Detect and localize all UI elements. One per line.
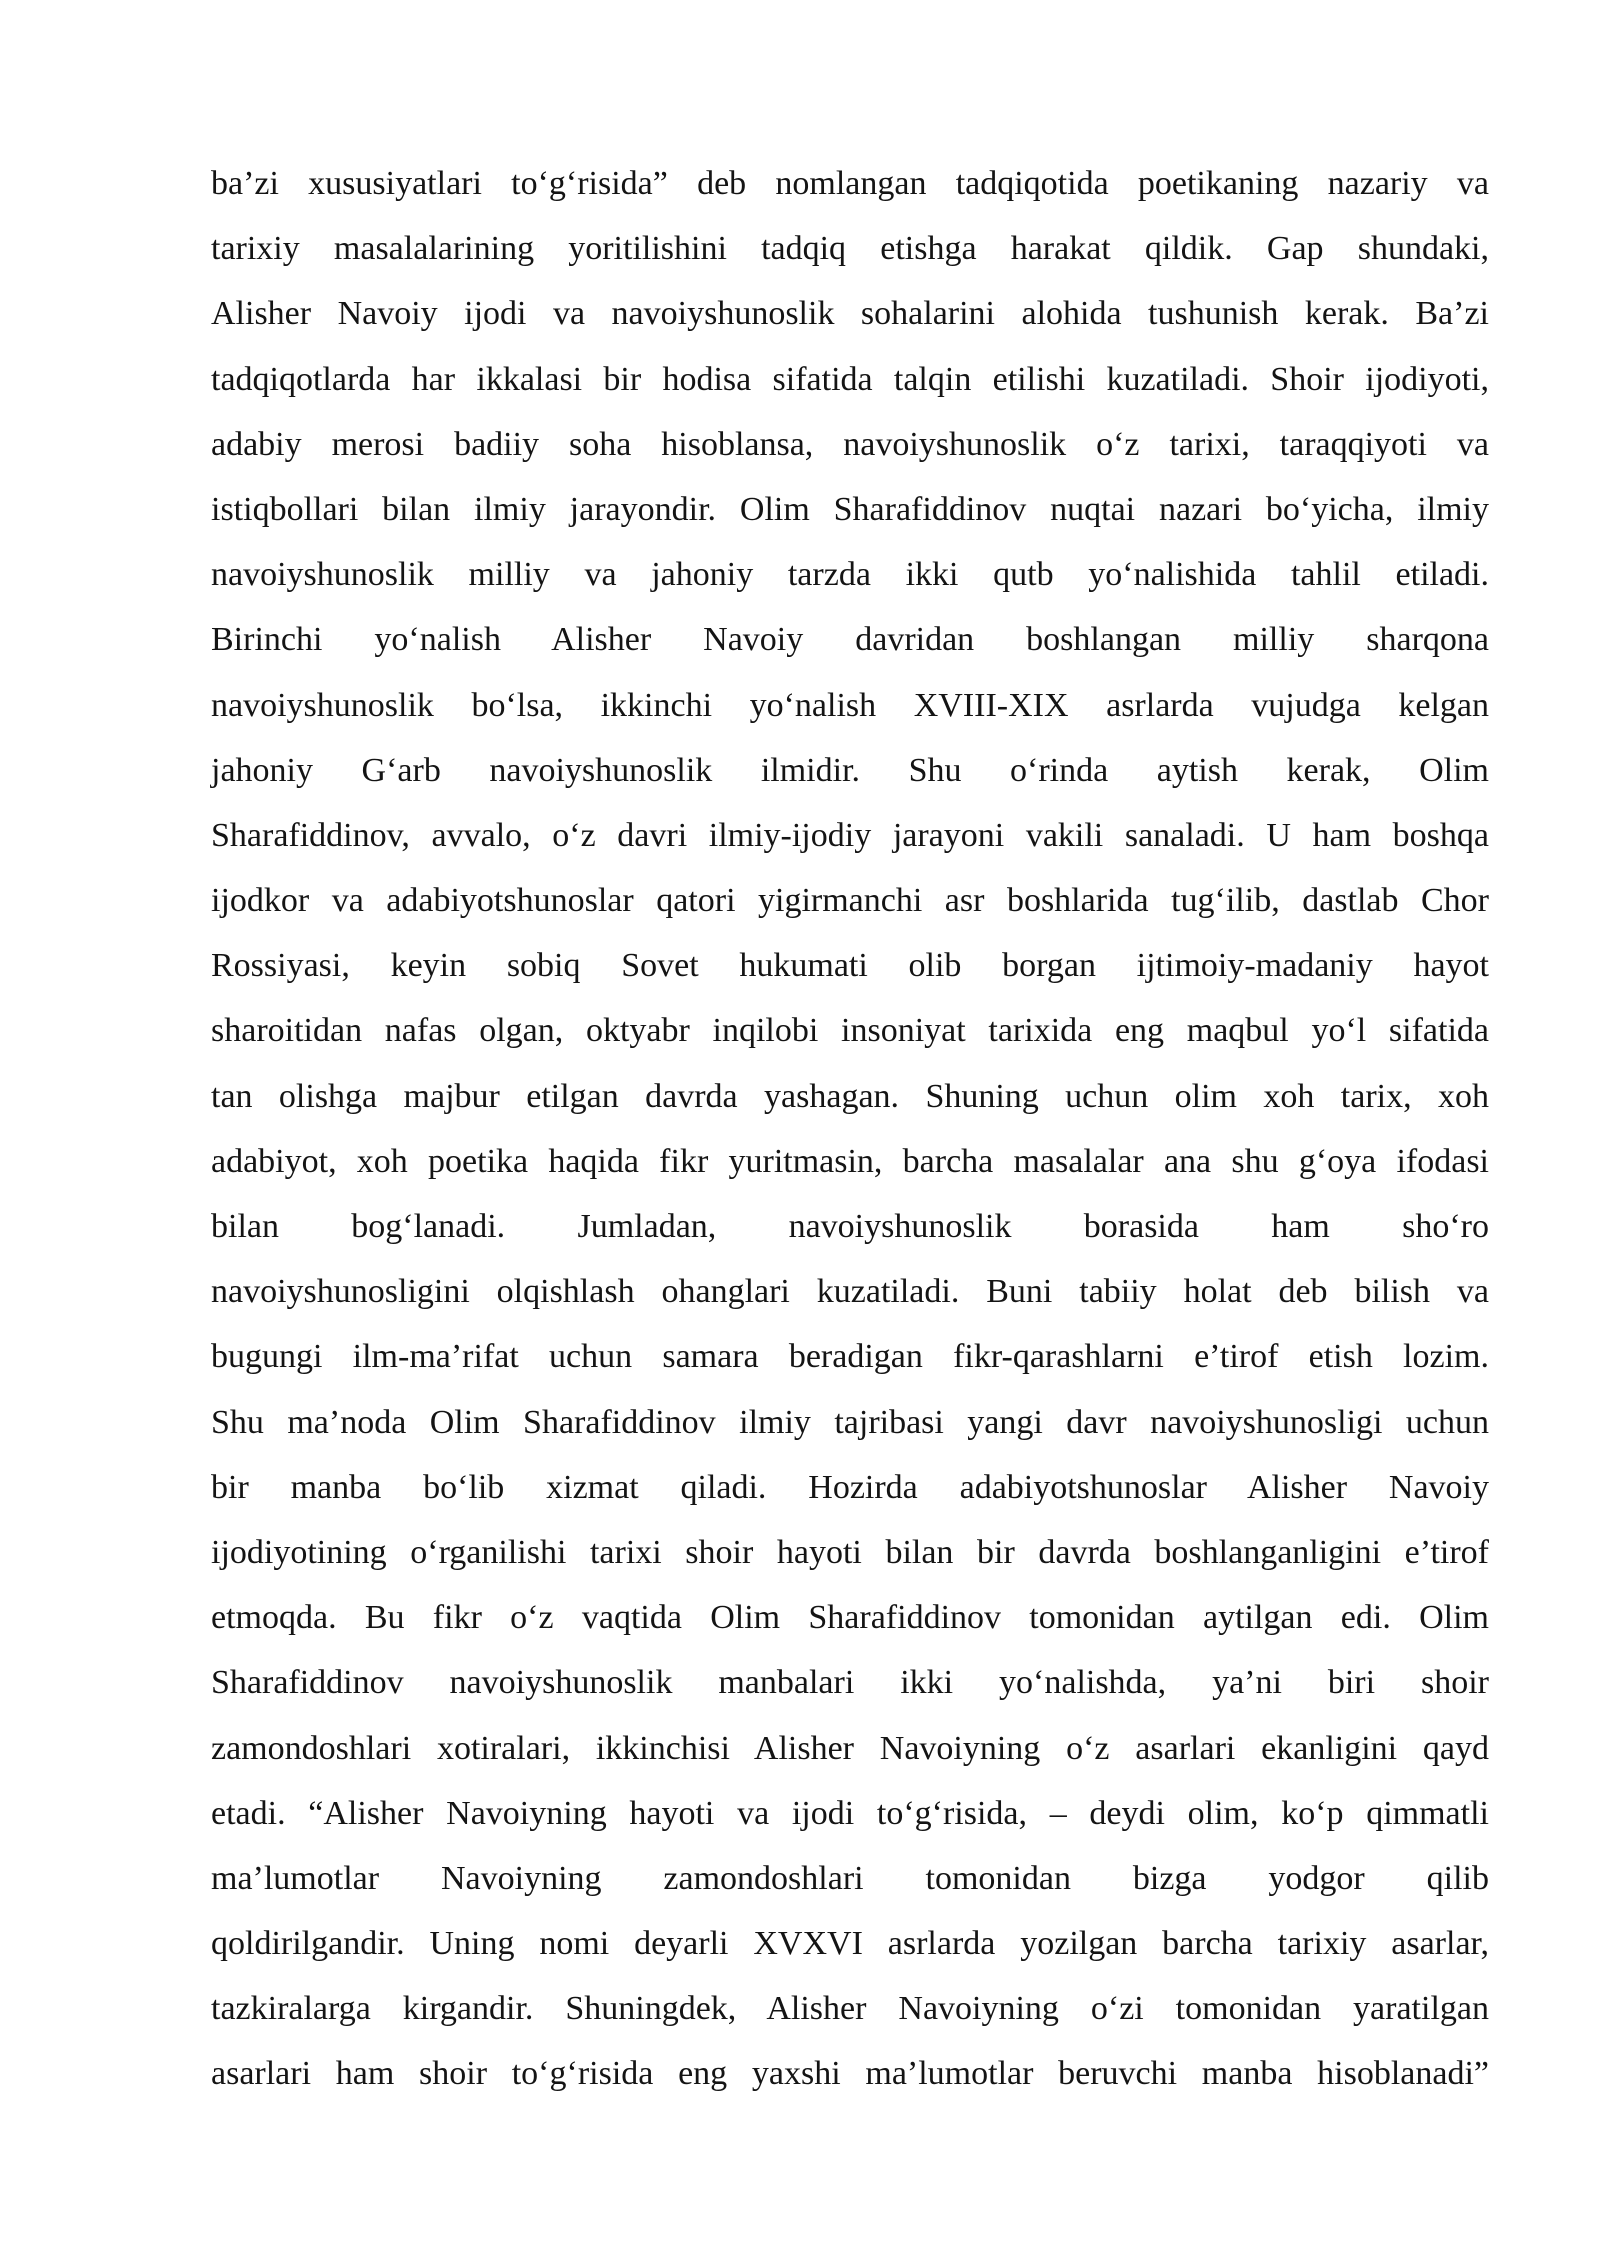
text-line: Rossiyasi, keyin sobiq Sovet hukumati olib borgan ijtimoiy-madaniy hayot — [211, 947, 1489, 985]
text-line: tadqiqotlarda har ikkalasi bir hodisa sifatida talqin etilishi kuzatiladi. Shoir ijodiyoti, — [211, 360, 1489, 398]
text-line: ijodkor va adabiyotshunoslar qatori yigirmanchi asr boshlarida tug‘ilib, dastlab Chor — [211, 882, 1489, 920]
text-line: etadi. “Alisher Navoiyning hayoti va ijodi to‘g‘risida, – deydi olim, ko‘p qimmatli — [211, 1794, 1489, 1832]
text-line: navoiyshunoslik milliy va jahoniy tarzda ikki qutb yo‘nalishida tahlil etiladi. — [211, 556, 1489, 594]
text-line: etmoqda. Bu fikr o‘z vaqtida Olim Sharafiddinov tomonidan aytilgan edi. Olim — [211, 1599, 1489, 1637]
text-line: Sharafiddinov navoiyshunoslik manbalari ikki yo‘nalishda, ya’ni biri shoir — [211, 1664, 1489, 1702]
text-line: Sharafiddinov, avvalo, o‘z davri ilmiy-ijodiy jarayoni vakili sanaladi. U ham boshqa — [211, 816, 1489, 854]
text-line: asarlari ham shoir to‘g‘risida eng yaxshi ma’lumotlar beruvchi manba hisoblanadi” — [211, 2055, 1489, 2093]
text-line: tazkiralarga kirgandir. Shuningdek, Alisher Navoiyning o‘zi tomonidan yaratilgan — [211, 1990, 1489, 2028]
text-line: navoiyshunosligini olqishlash ohanglari kuzatiladi. Buni tabiiy holat deb bilish va — [211, 1273, 1489, 1311]
text-line: ma’lumotlar Navoiyning zamondoshlari tomonidan bizga yodgor qilib — [211, 1859, 1489, 1897]
text-line: ba’zi xususiyatlari to‘g‘risida” deb nomlangan tadqiqotida poetikaning nazariy va — [211, 165, 1489, 202]
text-line: Alisher Navoiy ijodi va navoiyshunoslik sohalarini alohida tushunish kerak. Ba’zi — [211, 295, 1489, 333]
text-line: bugungi ilm-ma’rifat uchun samara beradigan fikr-qarashlarni e’tirof etish lozim. — [211, 1338, 1489, 1376]
text-line: navoiyshunoslik bo‘lsa, ikkinchi yo‘nalish XVIII-XIX asrlarda vujudga kelgan — [211, 686, 1489, 724]
text-line: qoldirilgandir. Uning nomi deyarli XVXVI asrlarda yozilgan barcha tarixiy asarlar, — [211, 1925, 1489, 1963]
text-line: Birinchi yo‘nalish Alisher Navoiy davridan boshlangan milliy sharqona — [211, 621, 1489, 659]
text-line: sharoitidan nafas olgan, oktyabr inqilobi insoniyat tarixida eng maqbul yo‘l sifatida — [211, 1012, 1489, 1050]
text-line: ijodiyotining o‘rganilishi tarixi shoir hayoti bilan bir davrda boshlanganligini e’tirof — [211, 1533, 1489, 1571]
text-line: adabiy merosi badiiy soha hisoblansa, navoiyshunoslik o‘z tarixi, taraqqiyoti va — [211, 425, 1489, 463]
text-line: adabiyot, xoh poetika haqida fikr yuritmasin, barcha masalalar ana shu g‘oya ifodasi — [211, 1142, 1489, 1180]
text-line: zamondoshlari xotiralari, ikkinchisi Alisher Navoiyning o‘z asarlari ekanligini qayd — [211, 1729, 1489, 1767]
text-line: tan olishga majbur etilgan davrda yashagan. Shuning uchun olim xoh tarix, xoh — [211, 1077, 1489, 1115]
text-line: Shu ma’noda Olim Sharafiddinov ilmiy tajribasi yangi davr navoiyshunosligi uchun — [211, 1403, 1489, 1441]
text-line: bir manba bo‘lib xizmat qiladi. Hozirda adabiyotshunoslar Alisher Navoiy — [211, 1468, 1489, 1506]
text-line: tarixiy masalalarining yoritilishini tadqiq etishga harakat qildik. Gap shundaki, — [211, 230, 1489, 268]
body-text — [211, 151, 1489, 2107]
text-line: istiqbollari bilan ilmiy jarayondir. Olim Sharafiddinov nuqtai nazari bo‘yicha, ilmiy — [211, 490, 1489, 528]
text-line: jahoniy G‘arb navoiyshunoslik ilmidir. Shu o‘rinda aytish kerak, Olim — [211, 751, 1489, 789]
text-line: bilan bog‘lanadi. Jumladan, navoiyshunoslik borasida ham sho‘ro — [211, 1208, 1489, 1245]
